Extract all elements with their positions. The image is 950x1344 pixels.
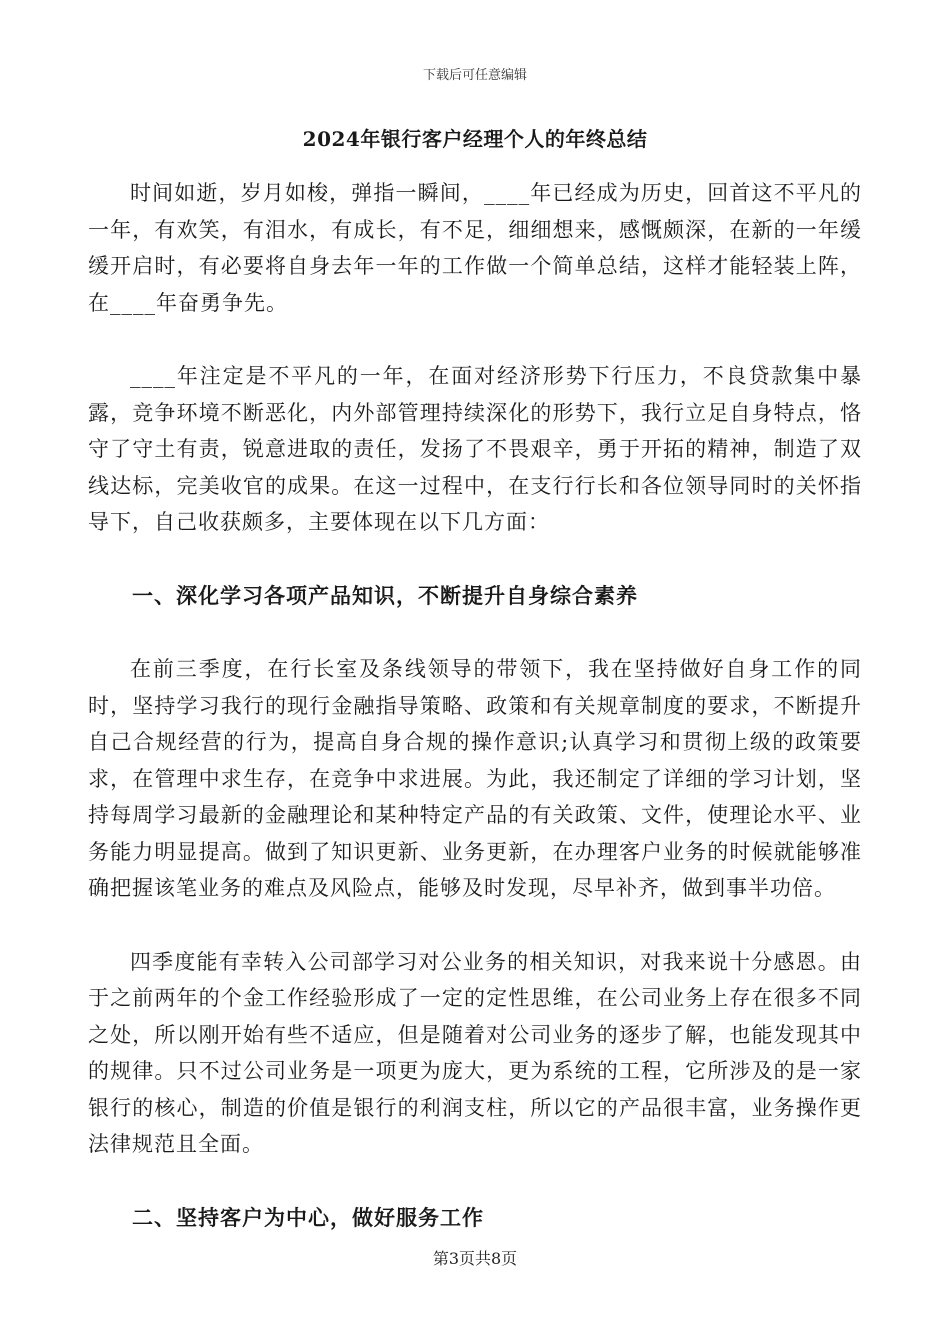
document-body: [88, 175, 862, 1236]
paragraph-intro: 时间如逝，岁月如梭，弹指一瞬间，____年已经成为历史，回首这不平凡的一年，有欢笑，有泪水，有成长，有不足，细细想来，感慨颇深，在新的一年缓缓开启时，有必要将自身去年一年的工作做一个简单总结，这样才能轻装上阵，在____年奋勇争先。: [88, 181, 862, 315]
paragraph-study: 在前三季度，在行长室及条线领导的带领下，我在坚持做好自身工作的同时，坚持学习我行的现行金融指导策略、政策和有关规章制度的要求，不断提升自己合规经营的行为，提高自身合规的操作意识;认真学习和贯彻上级的政策要求，在管理中求生存，在竞争中求进展。为此，我还制定了详细的学习计划，坚持每周学习最新的金融理论和某种特定产品的有关政策、文件，使理论水平、业务能力明显提高。做到了知识更新、业务更新，在办理客户业务的时候就能够准确把握该笔业务的难点及风险点，能够及时发现，尽早补齐，做到事半功倍。: [88, 657, 862, 900]
section-heading-1: 一、深化学习各项产品知识，不断提升自身综合素养: [132, 582, 638, 608]
paragraph-overview: ____年注定是不平凡的一年，在面对经济形势下行压力，不良贷款集中暴露，竞争环境不断恶化，内外部管理持续深化的形势下，我行立足自身特点，恪守了守土有责，锐意进取的责任，发扬了不畏艰辛，勇于开拓的精神，制造了双线达标，完美收官的成果。在这一过程中，在支行行长和各位领导同时的关怀指导下，自己收获颇多，主要体现在以下几方面：: [88, 364, 862, 534]
header-note: 下载后可任意编辑: [422, 68, 527, 83]
section-heading-2: 二、坚持客户为中心，做好服务工作: [132, 1204, 484, 1230]
page-number: 第3页共8页: [432, 1249, 518, 1268]
document-title: 2024年银行客户经理个人的年终总结: [302, 127, 648, 151]
paragraph-q4: 四季度能有幸转入公司部学习对公业务的相关知识，对我来说十分感恩。由于之前两年的个金工作经验形成了一定的定性思维，在公司业务上存在很多不同之处，所以刚开始有些不适应，但是随着对公司业务的逐步了解，也能发现其中的规律。只不过公司业务是一项更为庞大，更为系统的工程，它所涉及的是一家银行的核心，制造的价值是银行的利润支柱，所以它的产品很丰富，业务操作更法律规范且全面。: [88, 949, 862, 1156]
